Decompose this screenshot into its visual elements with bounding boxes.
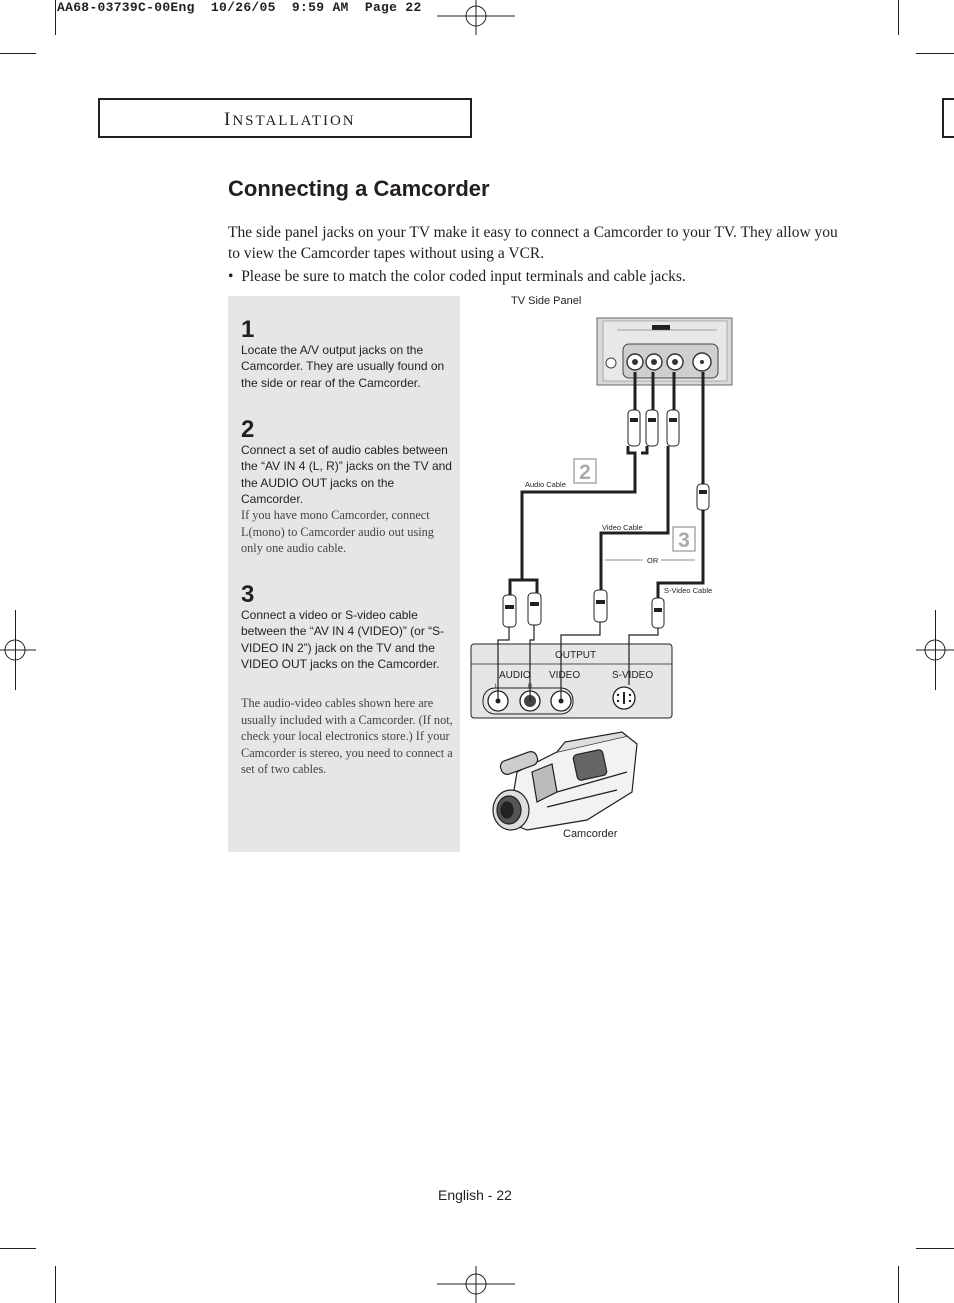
svideo-cable-label: S-Video Cable [664,586,713,595]
audio-cable-label: Audio Cable [525,480,566,489]
step-number: 2 [241,416,255,443]
step-note: If you have mono Camcorder, connect L(mono) to Camcorder audio out using only one audio cable. [241,508,434,556]
step-text: Connect a video or S-video cable between the “AV IN 4 (VIDEO)” (or “S-VIDEO IN 2”) jack on the TV and the VIDEO OUT jacks on the Camcorder. [241,608,445,671]
callout-2-badge [574,459,596,484]
tv-side-panel [597,318,732,385]
section-header-box [98,98,472,138]
output-label: OUTPUT [555,650,597,661]
jack-r-label: R [528,684,533,690]
page-title: Connecting a Camcorder [228,176,490,201]
step-text: Locate the A/V output jacks on the Camcorder. They are usually found on the side or rear of the Camcorder. [241,343,445,390]
camcorder-label: Camcorder [563,828,618,840]
camcorder-output-panel [471,644,672,718]
step-text: Connect a set of audio cables between the “AV IN 4 (L, R)” jacks on the TV and the AUDIO OUT jacks on the Camcorder. [241,443,452,506]
audio-label: AUDIO [499,670,531,681]
section-title: INSTALLATION [224,109,356,130]
connection-diagram [465,290,755,850]
callout-3-badge [673,527,695,552]
page-tab [942,98,954,138]
intro-paragraph: The side panel jacks on your TV make it easy to connect a Camcorder to your TV. They allow you to view the Camcorder tapes without using a VCR. [228,224,838,262]
camcorder-illustration [493,732,637,830]
page-footer: English - 22 [438,1187,512,1203]
bullet-note: • Please be sure to match the color coded input terminals and cable jacks. [228,268,686,285]
step-number: 3 [241,581,255,608]
jack-l-label: L [495,684,499,690]
svideo-label: S-VIDEO [612,670,654,681]
svg-text:3: 3 [678,529,690,552]
step-1 [241,318,453,391]
svg-text:2: 2 [579,461,591,484]
tv-side-panel-label: TV Side Panel [511,295,582,307]
or-label: OR [647,556,659,565]
cables-note: The audio-video cables shown here are usually included with a Camcorder. (If not, check your local electronics store.) If your Camcorder is stereo, you need to connect a set of two cables. [241,696,453,776]
video-label: VIDEO [549,670,581,681]
print-slug: AA68-03739C-00Eng 10/26/05 9:59 AM Page 22 [57,0,422,15]
video-cable-label: Video Cable [602,523,643,532]
step-3 [241,583,453,672]
step-number: 1 [241,316,255,343]
step-2 [241,418,453,557]
